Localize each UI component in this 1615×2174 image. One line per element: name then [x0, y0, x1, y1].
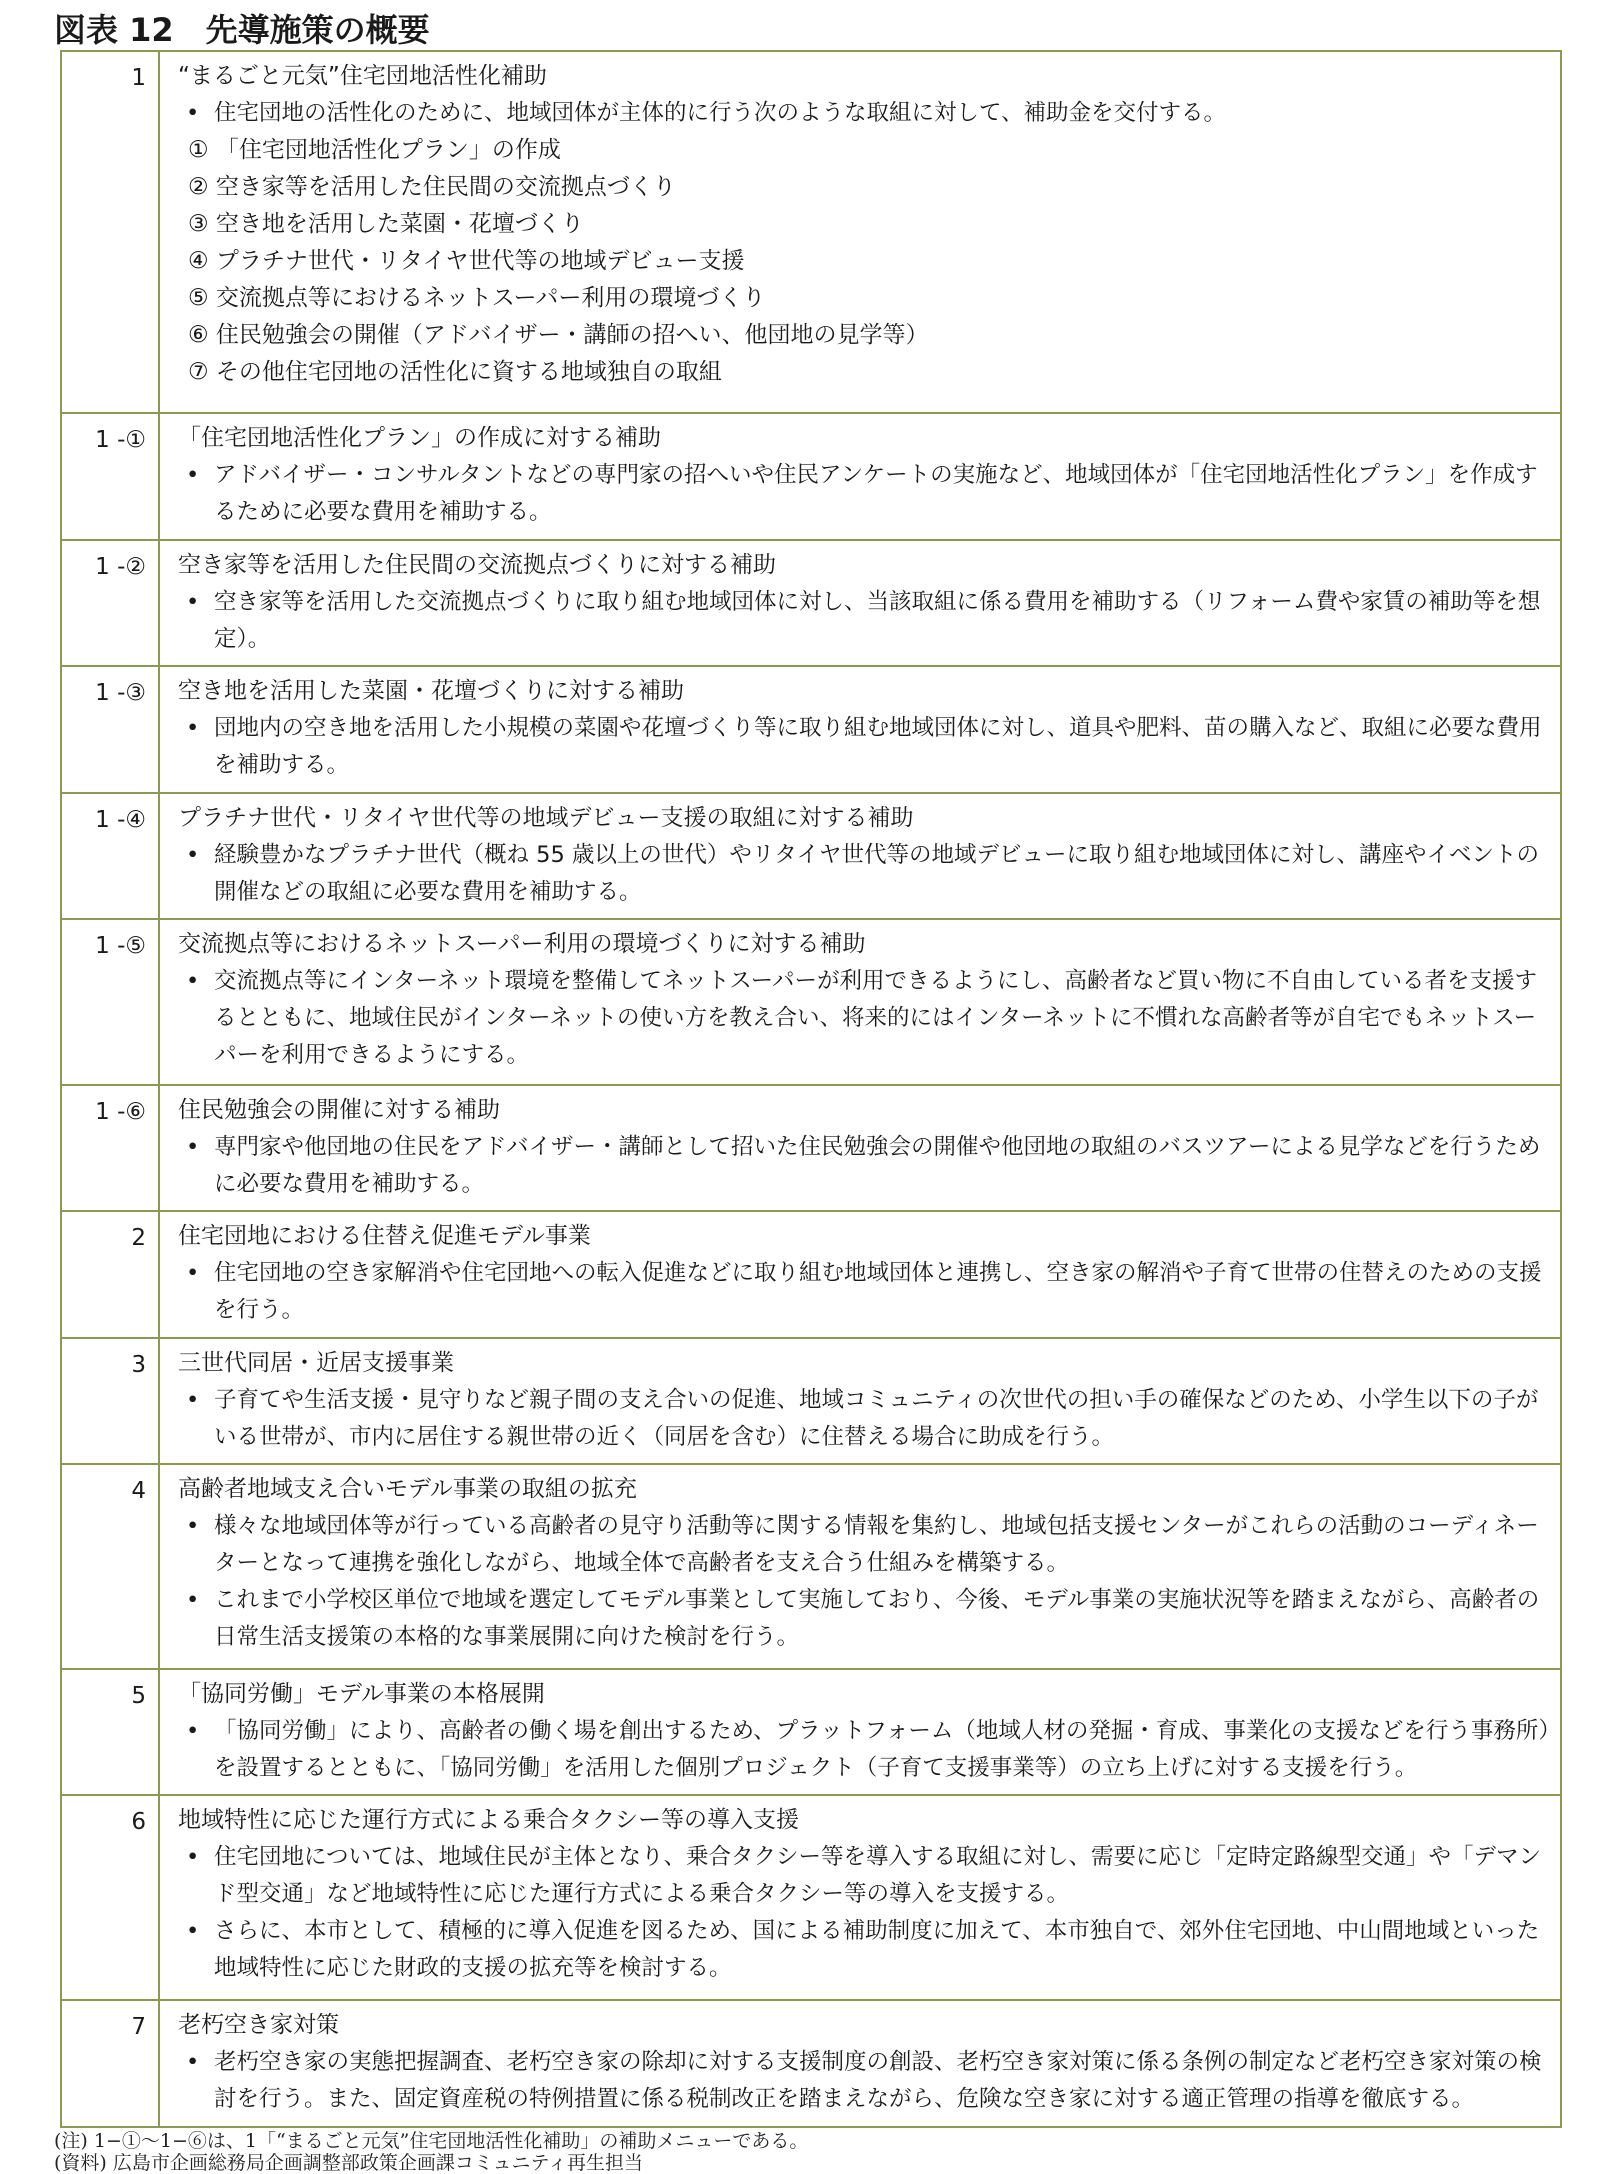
table-row	[61, 1669, 1561, 1795]
table-row	[61, 1211, 1561, 1337]
row-number: 6	[61, 1795, 159, 2000]
row-content	[159, 1464, 1561, 1669]
row-content	[159, 666, 1561, 792]
bullet-item: • 老朽空き家の実態把握調査、老朽空き家の除却に対する支援制度の創設、老朽空き家対策に係る条例の制定など老朽空き家対策の検討を行う。また、固定資産税の特例措置に係る税制改正を踏まえながら、危険な空き家に対する適正管理の指導を徹底する。	[178, 2044, 1554, 2118]
bullet-list	[178, 584, 1554, 658]
bullet-item: • 団地内の空き地を活用した小規模の菜園や花壇づくり等に取り組む地域団体に対し、道具や肥料、苗の購入など、取組に必要な費用を補助する。	[178, 710, 1554, 784]
sub-item: ④ プラチナ世代・リタイヤ世代等の地域デビュー支援	[188, 248, 745, 274]
row-content	[159, 540, 1561, 666]
sub-item-list	[178, 132, 1554, 391]
bullet-item: • 空き家等を活用した交流拠点づくりに取り組む地域団体に対し、当該取組に係る費用を補助する（リフォーム費や家賃の補助等を想定）。	[178, 584, 1554, 658]
row-heading: 空き地を活用した菜園・花壇づくりに対する補助	[178, 678, 684, 705]
sub-item: ⑤ 交流拠点等におけるネットスーパー利用の環境づくり	[188, 285, 766, 311]
row-number: 1	[61, 51, 159, 413]
bullet-list	[178, 457, 1554, 531]
bullet-list	[178, 2044, 1554, 2118]
row-heading: 交流拠点等におけるネットスーパー利用の環境づくりに対する補助	[178, 930, 866, 957]
bullet-list	[178, 1129, 1554, 1203]
sub-item: ② 空き家等を活用した住民間の交流拠点づくり	[188, 174, 676, 200]
sub-item: ③ 空き地を活用した菜園・花壇づくり	[188, 211, 584, 237]
bullet-list	[178, 1382, 1554, 1456]
row-number: 1 -①	[61, 413, 159, 539]
bullet-item: • さらに、本市として、積極的に導入促進を図るため、国による補助制度に加えて、本市独自で、郊外住宅団地、中山間地域といった地域特性に応じた財政的支援の拡充等を検討する。	[178, 1913, 1554, 1987]
table-row	[61, 666, 1561, 792]
row-heading: 高齢者地域支え合いモデル事業の取組の拡充	[178, 1475, 637, 1502]
bullet-list	[178, 837, 1554, 911]
row-number: 1 -③	[61, 666, 159, 792]
bullet-item: • これまで小学校区単位で地域を選定してモデル事業として実施しており、今後、モデル事業の実施状況等を踏まえながら、高齢者の日常生活支援策の本格的な事業展開に向けた検討を行う。	[178, 1582, 1554, 1656]
policy-table	[60, 50, 1562, 2128]
bullet-item: • 経験豊かなプラチナ世代（概ね 55 歳以上の世代）やリタイヤ世代等の地域デビューに取り組む地域団体に対し、講座やイベントの開催などの取組に必要な費用を補助する。	[178, 837, 1554, 911]
row-heading: “まるごと元気”住宅団地活性化補助	[178, 63, 547, 89]
row-content	[159, 919, 1561, 1085]
table-row	[61, 1338, 1561, 1464]
row-content	[159, 413, 1561, 539]
row-number: 1 -⑤	[61, 919, 159, 1085]
row-heading: プラチナ世代・リタイヤ世代等の地域デビュー支援の取組に対する補助	[178, 804, 914, 831]
bullet-item: • 住宅団地の空き家解消や住宅団地への転入促進などに取り組む地域団体と連携し、空き家の解消や子育て世帯の住替えのための支援を行う。	[178, 1255, 1554, 1329]
row-heading: 住宅団地における住替え促進モデル事業	[178, 1223, 591, 1250]
table-row	[61, 1795, 1561, 2000]
row-number: 1 -⑥	[61, 1085, 159, 1211]
bullet-item: • アドバイザー・コンサルタントなどの専門家の招へいや住民アンケートの実施など、地域団体が「住宅団地活性化プラン」を作成するために必要な費用を補助する。	[178, 457, 1554, 531]
figure-notes	[54, 2130, 808, 2174]
bullet-item: • 様々な地域団体等が行っている高齢者の見守り活動等に関する情報を集約し、地域包括支援センターがこれらの活動のコーディネーターとなって連携を強化しながら、地域全体で高齢者を支え合う仕組みを構築する。	[178, 1508, 1554, 1582]
bullet-list	[178, 710, 1554, 784]
table-row	[61, 51, 1561, 413]
bullet-list	[178, 95, 1554, 132]
row-number: 4	[61, 1464, 159, 1669]
bullet-list	[178, 963, 1554, 1074]
bullet-item: • 子育てや生活支援・見守りなど親子間の支え合いの促進、地域コミュニティの次世代の担い手の確保などのため、小学生以下の子がいる世帯が、市内に居住する親世帯の近く（同居を含む）に住替える場合に助成を行う。	[178, 1382, 1554, 1456]
bullet-item: • 住宅団地の活性化のために、地域団体が主体的に行う次のような取組に対して、補助金を交付する。	[178, 95, 1554, 132]
table-row	[61, 793, 1561, 919]
bullet-list	[178, 1255, 1554, 1329]
row-heading: 「住宅団地活性化プラン」の作成に対する補助	[178, 425, 661, 452]
row-content	[159, 1795, 1561, 2000]
bullet-item: • 専門家や他団地の住民をアドバイザー・講師として招いた住民勉強会の開催や他団地の取組のバスツアーによる見学などを行うために必要な費用を補助する。	[178, 1129, 1554, 1203]
row-content	[159, 1211, 1561, 1337]
row-content	[159, 793, 1561, 919]
row-number: 5	[61, 1669, 159, 1795]
bullet-list	[178, 1839, 1554, 1987]
table-row	[61, 1464, 1561, 1669]
table-row	[61, 540, 1561, 666]
table-row	[61, 1085, 1561, 1211]
row-heading: 「協同労働」モデル事業の本格展開	[178, 1681, 545, 1708]
row-heading: 地域特性に応じた運行方式による乗合タクシー等の導入支援	[178, 1807, 799, 1834]
row-heading: 空き家等を活用した住民間の交流拠点づくりに対する補助	[178, 551, 776, 578]
row-number: 2	[61, 1211, 159, 1337]
bullet-item: • 「協同労働」により、高齢者の働く場を創出するため、プラットフォーム（地域人材の発掘・育成、事業化の支援などを行う事務所）を設置するとともに、「協同労働」を活用した個別プロジェクト（子育て支援事業等）の立ち上げに対する支援を行う。	[178, 1713, 1554, 1787]
sub-item: ⑦ その他住宅団地の活性化に資する地域独自の取組	[188, 359, 722, 385]
row-number: 3	[61, 1338, 159, 1464]
bullet-item: • 交流拠点等にインターネット環境を整備してネットスーパーが利用できるようにし、高齢者など買い物に不自由している者を支援するとともに、地域住民がインターネットの使い方を教え合い、将来的にはインターネットに不慣れな高齢者等が自宅でもネットスーパーを利用できるようにする。	[178, 963, 1554, 1074]
row-heading: 三世代同居・近居支援事業	[178, 1349, 454, 1376]
row-content	[159, 1085, 1561, 1211]
row-heading: 住民勉強会の開催に対する補助	[178, 1096, 500, 1123]
bullet-list	[178, 1508, 1554, 1656]
sub-item: ⑥ 住民勉強会の開催（アドバイザー・講師の招へい、他団地の見学等）	[188, 322, 929, 348]
bullet-list	[178, 1713, 1554, 1787]
sub-item: ① 「住宅団地活性化プラン」の作成	[188, 137, 561, 163]
row-content	[159, 51, 1561, 413]
note-line: (注) 1−①〜1−⑥は、1「“まるごと元気”住宅団地活性化補助」の補助メニューである。	[54, 2130, 809, 2152]
table-row	[61, 2000, 1561, 2127]
row-content	[159, 1338, 1561, 1464]
row-number: 1 -④	[61, 793, 159, 919]
table-row	[61, 919, 1561, 1085]
row-heading: 老朽空き家対策	[178, 2012, 339, 2039]
source-line: (資料) 広島市企画総務局企画調整部政策企画課コミュニティ再生担当	[54, 2152, 643, 2174]
table-row	[61, 413, 1561, 539]
row-number: 1 -②	[61, 540, 159, 666]
bullet-item: • 住宅団地については、地域住民が主体となり、乗合タクシー等を導入する取組に対し、需要に応じ「定時定路線型交通」や「デマンド型交通」など地域特性に応じた運行方式による乗合タクシー等の導入を支援する。	[178, 1839, 1554, 1913]
row-content	[159, 2000, 1561, 2127]
row-number: 7	[61, 2000, 159, 2127]
figure-title: 図表 12 先導施策の概要	[54, 11, 430, 49]
row-content	[159, 1669, 1561, 1795]
